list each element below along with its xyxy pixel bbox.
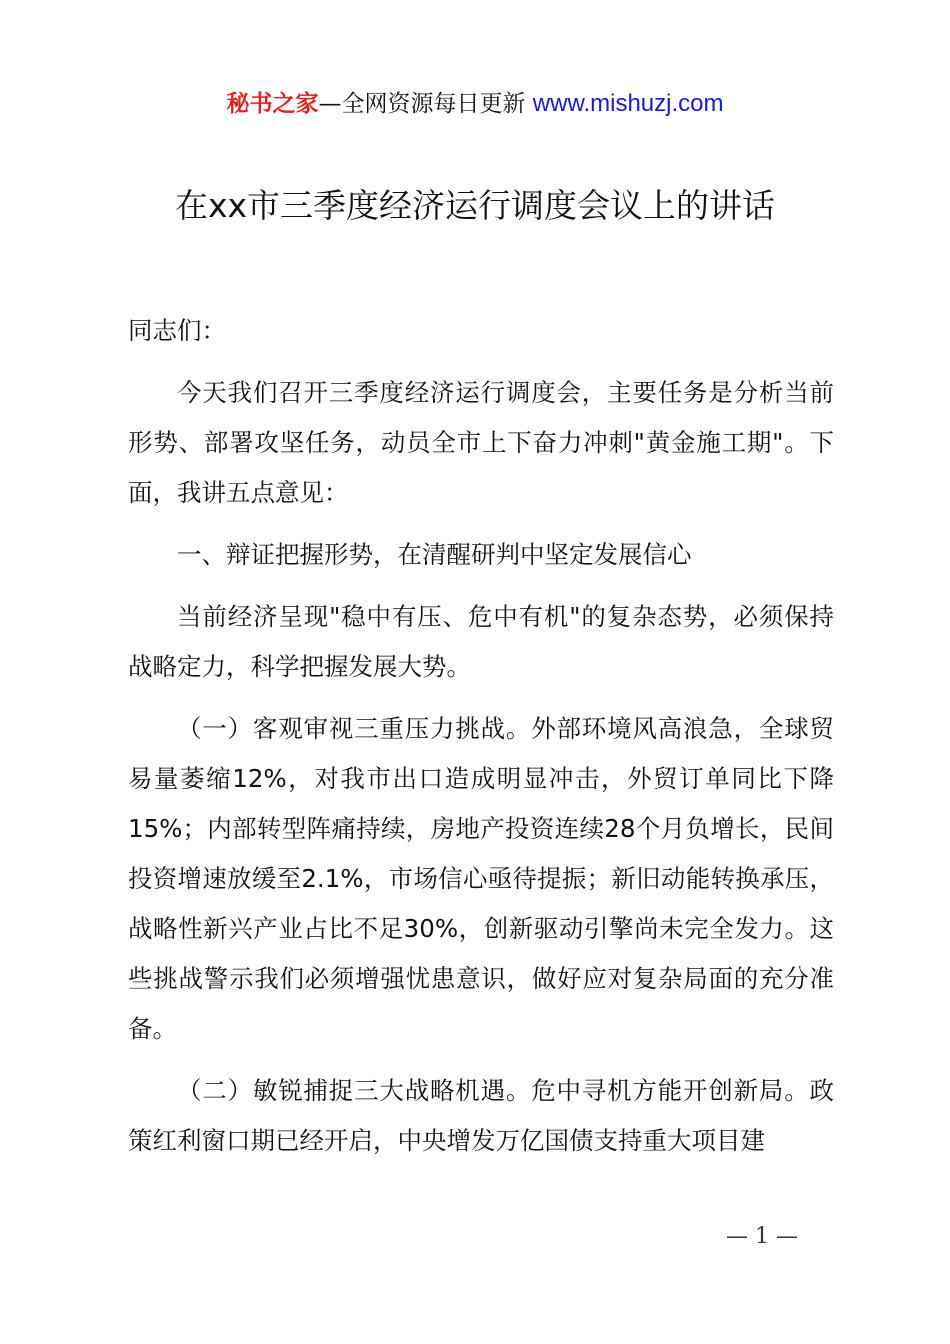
brand-name: 秘书之家 — [226, 91, 319, 117]
site-url-link[interactable]: www.mishuzj.com — [532, 90, 724, 117]
section-heading-1: 一、辩证把握形势，在清醒研判中坚定发展信心 — [177, 540, 692, 569]
salutation: 同志们： — [128, 316, 226, 345]
header-slogan: —全网资源每日更新 — [318, 91, 533, 117]
intro-paragraph: 今天我们召开三季度经济运行调度会，主要任务是分析当前形势、部署攻坚任务，动员全市上下奋力冲刺"黄金施工期"。下面，我讲五点意见： — [128, 378, 834, 507]
document-title: 在xx市三季度经济运行调度会议上的讲话 — [174, 186, 776, 225]
site-header — [0, 88, 950, 120]
subsection-1-paragraph: （一）客观审视三重压力挑战。外部环境风高浪急，全球贸易量萎缩12%，对我市出口造成明显冲击，外贸订单同比下降15%；内部转型阵痛持续，房地产投资连续28个月负增长，民间投资增速放缓至2.1%，市场信心亟待提振；新旧动能转换承压，战略性新兴产业占比不足30%，创新驱动引擎尚未完全发力。这些挑战警示我们必须增强忧患意识，做好应对复杂局面的充分准备。 — [128, 714, 834, 1043]
document-body — [128, 306, 834, 1178]
section-1-paragraph: 当前经济呈现"稳中有压、危中有机"的复杂态势，必须保持战略定力，科学把握发展大势。 — [128, 602, 834, 681]
subsection-2-paragraph: （二）敏锐捕捉三大战略机遇。危中寻机方能开创新局。政策红利窗口期已经开启，中央增发万亿国债支持重大项目建 — [128, 1076, 834, 1155]
page-number: — 1 — — [726, 1224, 798, 1249]
